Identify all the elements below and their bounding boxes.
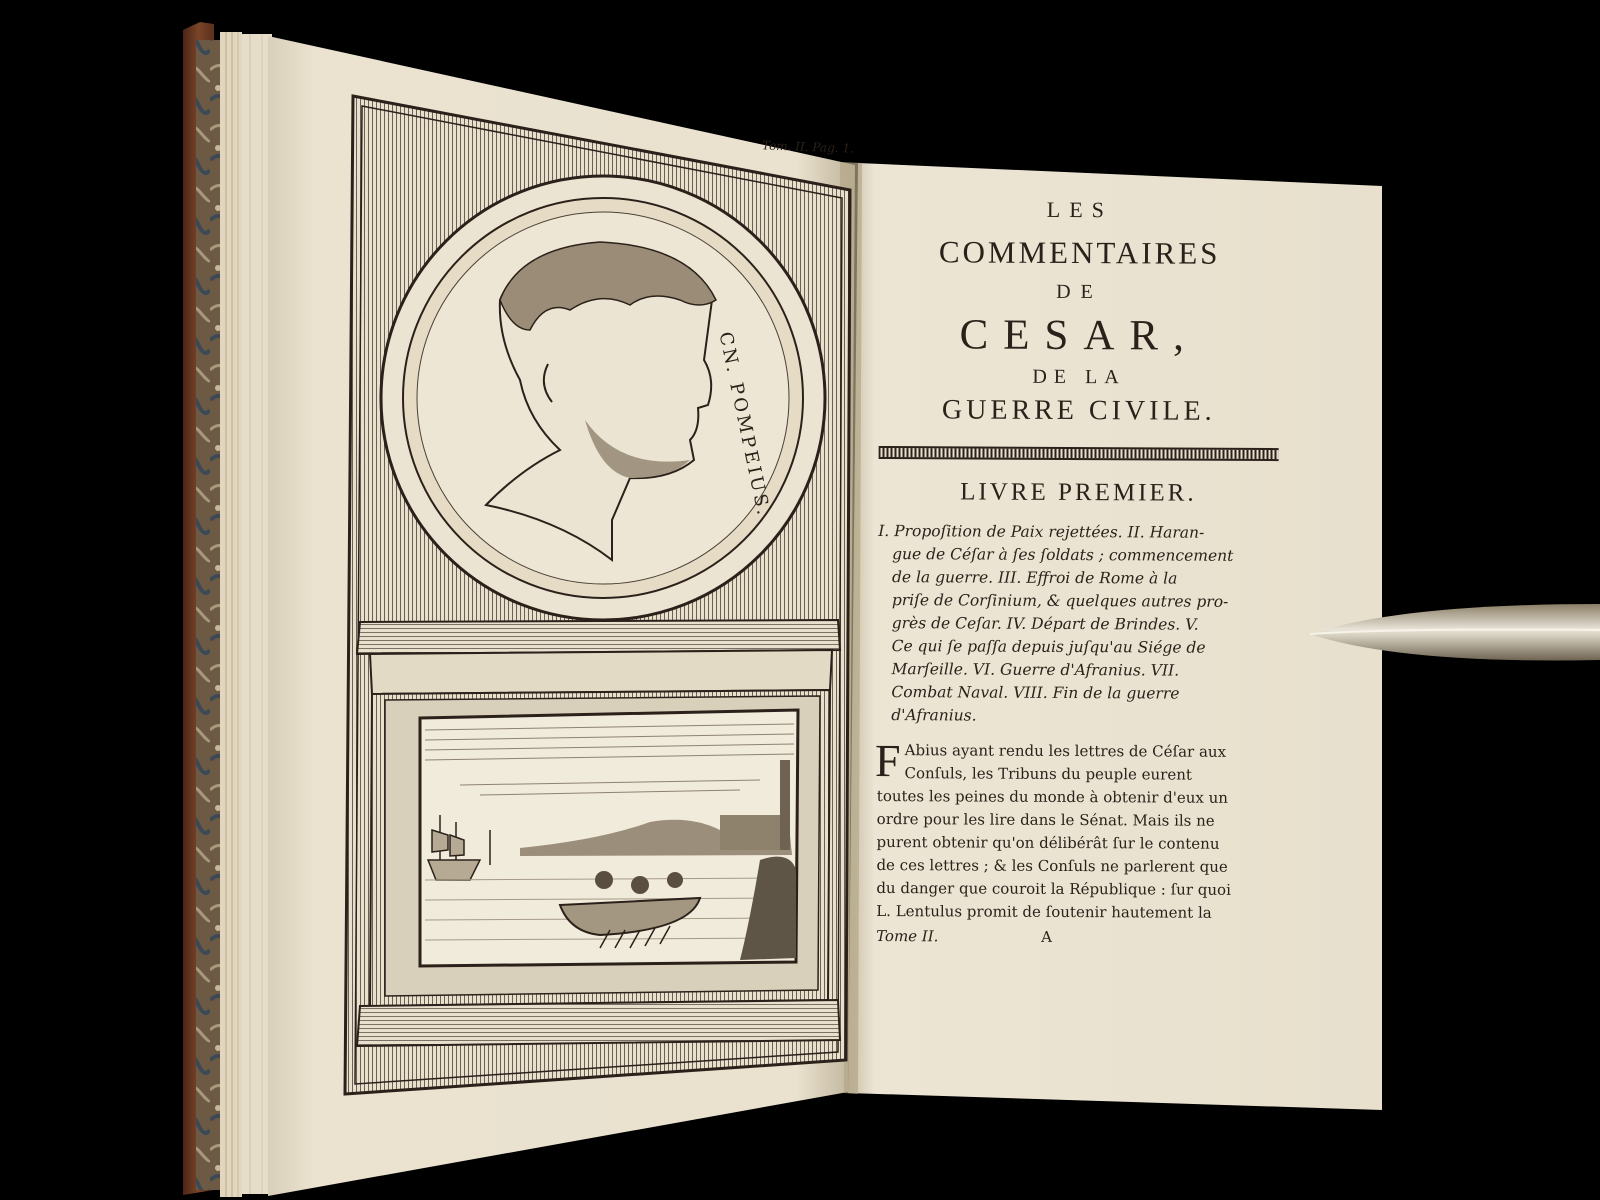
body-line: toutes les peines du monde à obtenir d'eux un bbox=[876, 786, 1229, 807]
coin-inscription: CN. POMPEIUS. bbox=[714, 330, 775, 520]
body-line: purent obtenir qu'on délibérât ſur le contenu bbox=[876, 832, 1220, 853]
body-line: du danger que couroit la République : ſur quoi bbox=[876, 878, 1231, 899]
title-les: LES bbox=[1046, 196, 1114, 223]
body-text bbox=[874, 734, 1277, 925]
summary-line: Ce qui ſe paſſa depuis juſqu'au Siége de bbox=[891, 637, 1206, 657]
body-line: Conſuls, les Tribuns du peuple eurent bbox=[904, 764, 1192, 784]
book-heading: LIVRE PREMIER. bbox=[960, 478, 1197, 507]
ornamental-rule bbox=[879, 446, 1279, 461]
summary-line: priſe de Corſinium, & quelques autres pro- bbox=[891, 591, 1229, 611]
title-de-la: DE LA bbox=[1032, 365, 1126, 389]
summary-line: d'Afranius. bbox=[891, 706, 977, 725]
body-line: de ces lettres ; & les Conſuls ne parlerent que bbox=[876, 855, 1228, 876]
body-line: ordre pour les lire dans le Sénat. Mais ils ne bbox=[876, 809, 1215, 830]
summary-line: de la guerre. III. Effroi de Rome à la bbox=[891, 568, 1178, 588]
plate-page-reference: Tom. II. Pag. 1. bbox=[761, 138, 855, 156]
summary-line: Marſeille. VI. Guerre d'Afranius. VII. bbox=[891, 660, 1180, 680]
title-de: DE bbox=[1056, 280, 1103, 304]
page-footer bbox=[876, 927, 1276, 953]
volume-label: Tome II. bbox=[876, 926, 939, 946]
drop-cap: F bbox=[874, 734, 901, 787]
title-guerre-civile: GUERRE CIVILE. bbox=[941, 394, 1216, 427]
summary-line: Combat Naval. VIII. Fin de la guerre bbox=[891, 683, 1180, 703]
chapter-summary bbox=[877, 520, 1278, 729]
body-line: L. Lentulus promit de ſoutenir hautement la bbox=[876, 901, 1212, 922]
summary-line: I. Propoſition de Paix rejettées. II. Haran- bbox=[878, 521, 1205, 542]
summary-line: grès de Ceſar. IV. Départ de Brindes. V. bbox=[891, 614, 1199, 634]
title-commentaires: COMMENTAIRES bbox=[938, 234, 1221, 271]
right-page-text bbox=[876, 190, 1280, 953]
signature-mark: A bbox=[1041, 927, 1052, 946]
summary-line: gue de Céſar à ſes ſoldats ; commencement bbox=[892, 545, 1234, 565]
title-cesar: CESAR, bbox=[959, 311, 1200, 360]
body-line: Abius ayant rendu les lettres de Céſar aux bbox=[904, 741, 1227, 761]
